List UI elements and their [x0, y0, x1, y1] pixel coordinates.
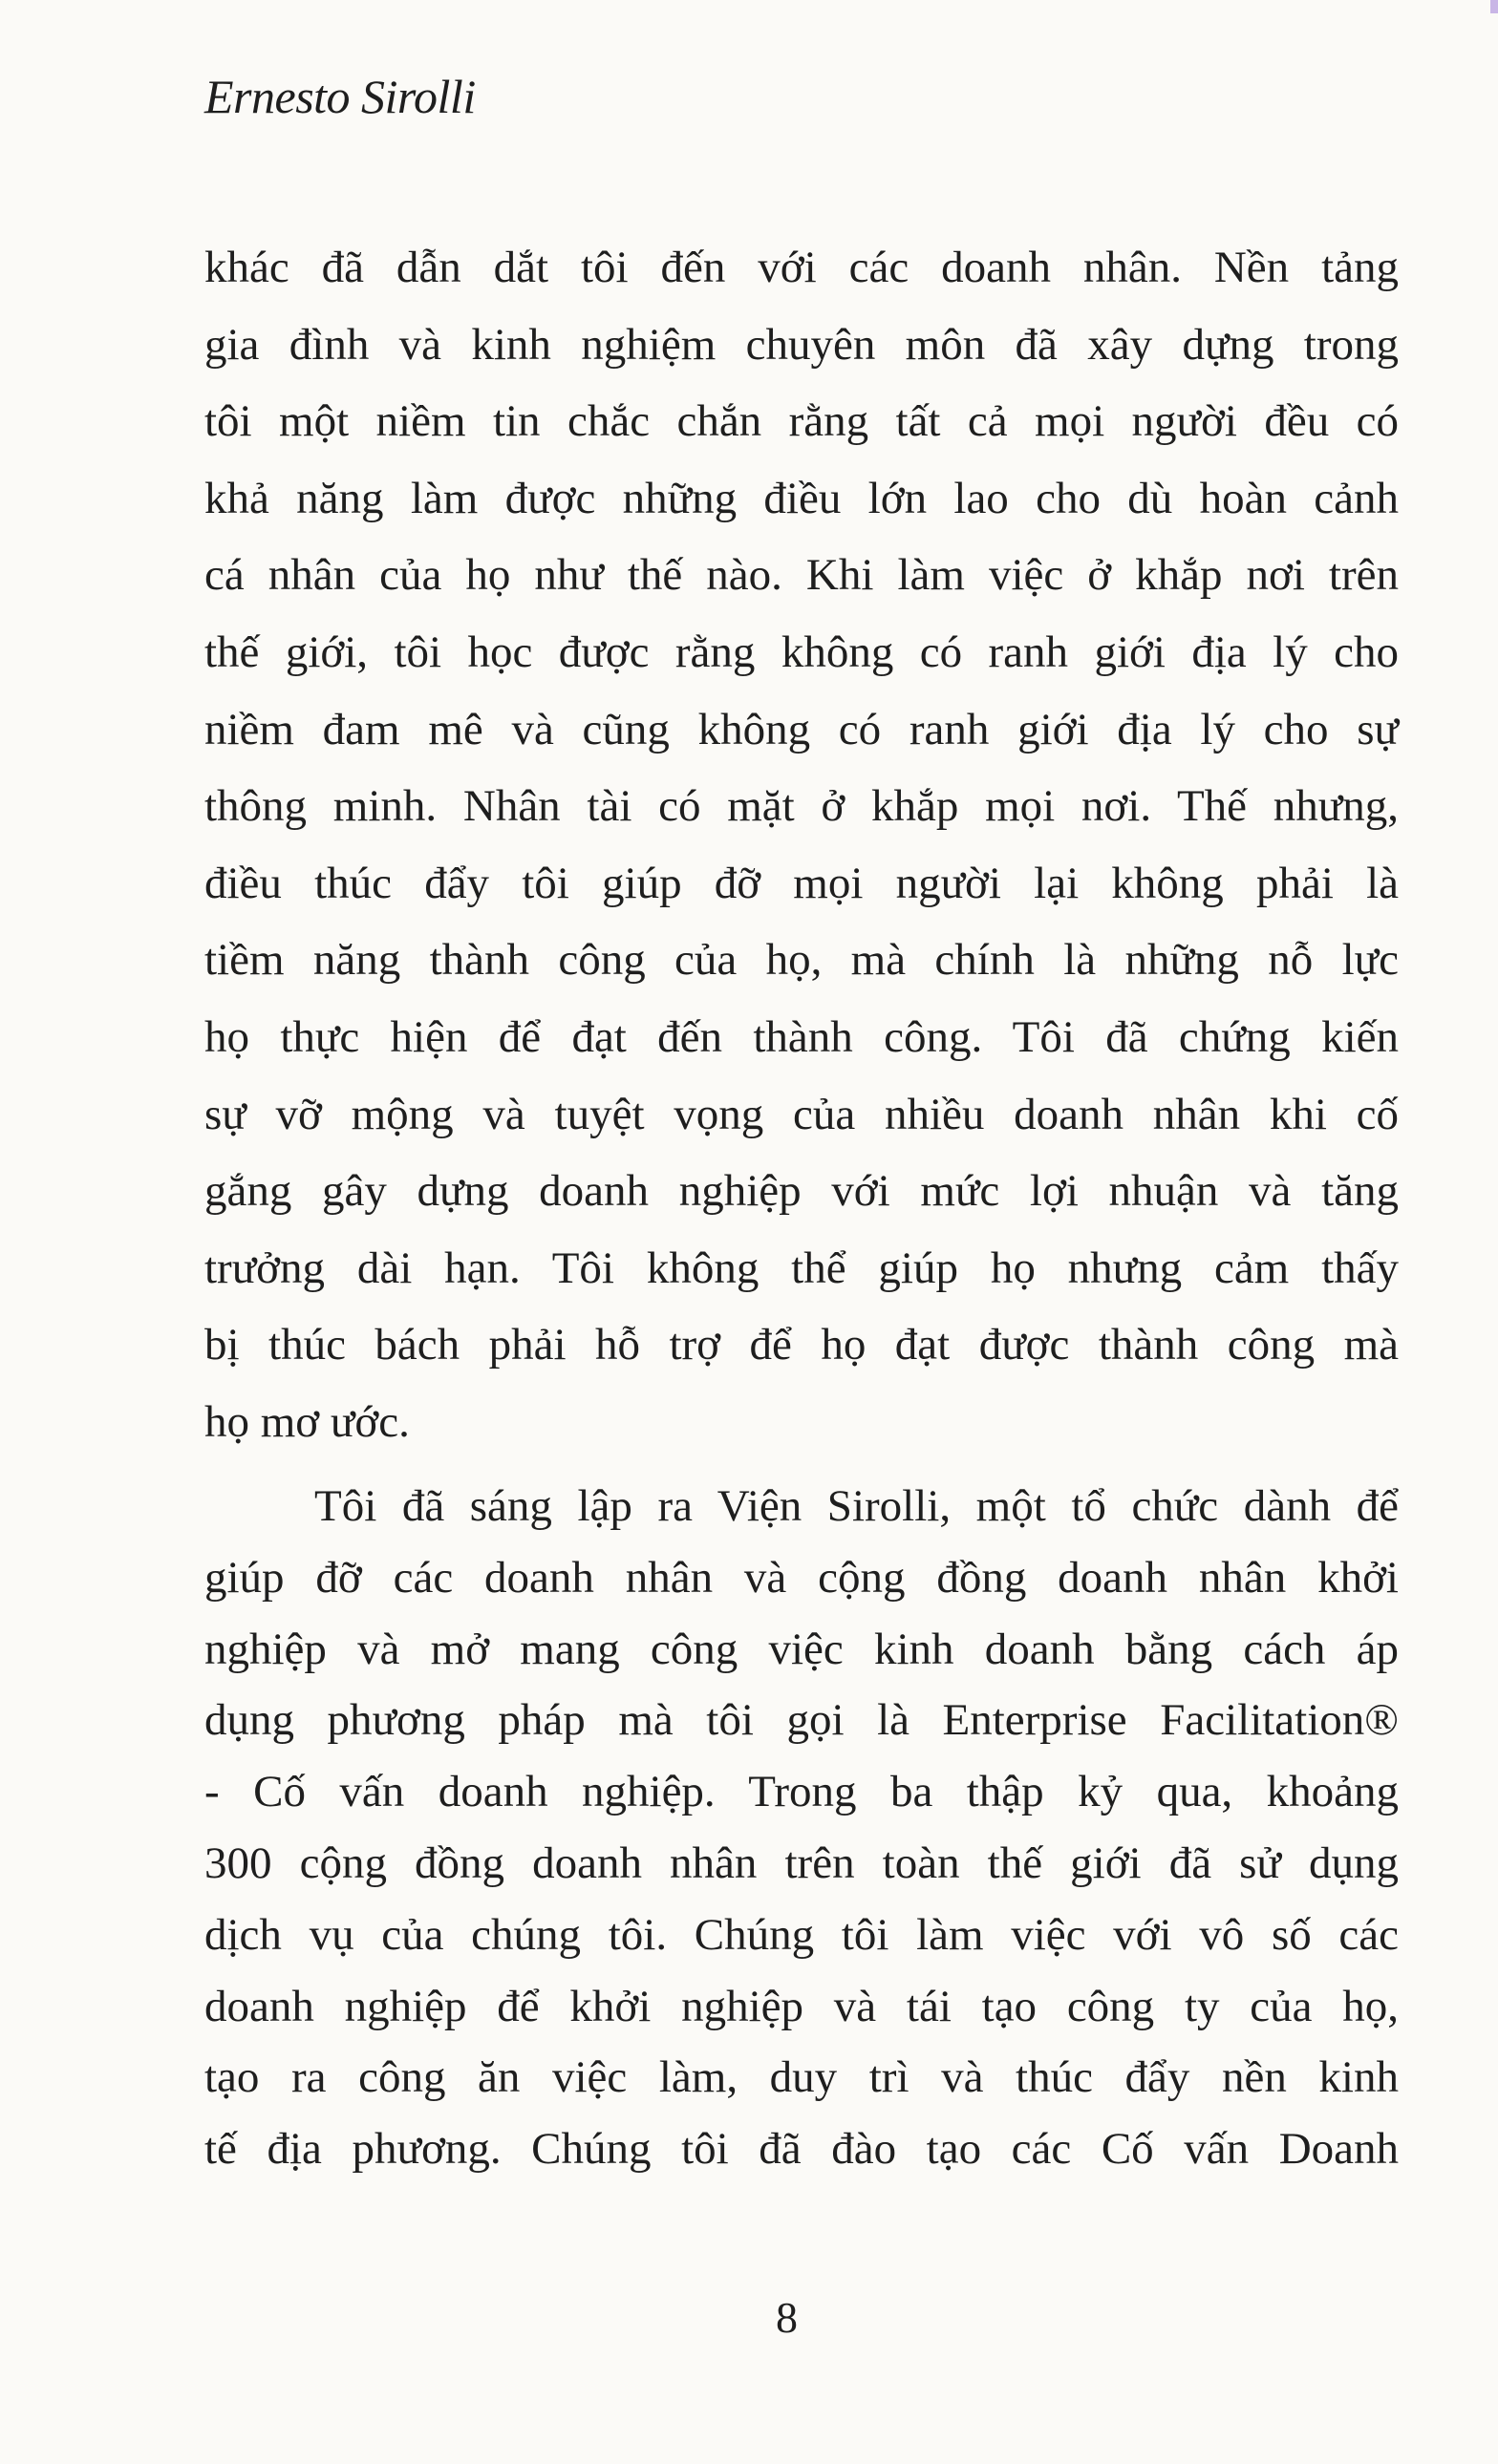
text-line: cá nhân của họ như thế nào. Khi làm việc ở khắp nơi trên: [204, 550, 1399, 601]
text-line: gia đình và kinh nghiệm chuyên môn đã xây dựng trong: [204, 319, 1399, 370]
text-line: điều thúc đẩy tôi giúp đỡ mọi người lại không phải là: [204, 858, 1399, 908]
text-line: dịch vụ của chúng tôi. Chúng tôi làm việc với vô số các: [204, 1909, 1399, 1960]
text-line: tôi một niềm tin chắc chắn rằng tất cả mọi người đều có: [204, 396, 1399, 447]
text-line: Tôi đã sáng lập ra Viện Sirolli, một tổ chức dành để: [314, 1481, 1399, 1531]
text-line: - Cố vấn doanh nghiệp. Trong ba thập kỷ qua, khoảng: [204, 1767, 1399, 1817]
text-line: bị thúc bách phải hỗ trợ để họ đạt được thành công mà: [204, 1320, 1399, 1370]
text-line: trưởng dài hạn. Tôi không thể giúp họ nhưng cảm thấy: [204, 1243, 1399, 1293]
text-line: dụng phương pháp mà tôi gọi là Enterprise Facilitation®: [204, 1695, 1399, 1746]
text-line: thông minh. Nhân tài có mặt ở khắp mọi nơi. Thế nhưng,: [204, 781, 1399, 832]
text-line: họ mơ ước.: [204, 1396, 410, 1447]
text-line: tiềm năng thành công của họ, mà chính là những nỗ lực: [204, 935, 1399, 986]
page-number: 8: [776, 2293, 798, 2342]
text-line: tế địa phương. Chúng tôi đã đào tạo các Cố vấn Doanh: [204, 2124, 1399, 2175]
paragraph-1: [204, 229, 1399, 1461]
text-line: doanh nghiệp để khởi nghiệp và tái tạo công ty của họ,: [204, 1981, 1399, 2031]
text-line: khác đã dẫn dắt tôi đến với các doanh nhân. Nền tảng: [204, 243, 1399, 292]
page-edge-mark: [1490, 0, 1498, 13]
text-line: họ thực hiện để đạt đến thành công. Tôi đã chứng kiến: [204, 1011, 1399, 1062]
running-header-author: Ernesto Sirolli: [204, 70, 476, 123]
text-line: sự vỡ mộng và tuyệt vọng của nhiều doanh nhân khi cố: [204, 1089, 1399, 1139]
text-line: gắng gây dựng doanh nghiệp với mức lợi nhuận và tăng: [204, 1166, 1399, 1217]
text-line: khả năng làm được những điều lớn lao cho dù hoàn cảnh: [204, 473, 1399, 523]
text-line: nghiệp và mở mang công việc kinh doanh bằng cách áp: [204, 1624, 1399, 1674]
text-line: tạo ra công ăn việc làm, duy trì và thúc đẩy nền kinh: [204, 2052, 1399, 2103]
text-line: giúp đỡ các doanh nhân và cộng đồng doanh nhân khởi: [204, 1552, 1399, 1603]
text-line: 300 cộng đồng doanh nhân trên toàn thế giới đã sử dụng: [204, 1837, 1399, 1888]
paragraph-2: [204, 1471, 1399, 2185]
text-line: thế giới, tôi học được rằng không có ranh giới địa lý cho: [204, 627, 1399, 677]
text-line: niềm đam mê và cũng không có ranh giới địa lý cho sự: [204, 704, 1399, 754]
